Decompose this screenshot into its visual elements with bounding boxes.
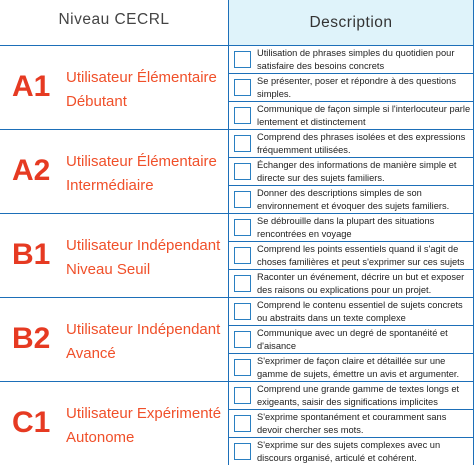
description-row — [229, 241, 473, 269]
level-b1 — [0, 213, 228, 298]
description-row — [229, 213, 473, 241]
description-row — [229, 157, 473, 185]
description-text: Se présenter, poser et répondre à des questions simples. — [257, 76, 456, 99]
level-code: C1 — [12, 406, 51, 439]
description-text: Donner des descriptions simples de son environnement et évoquer des sujets familiers. — [257, 188, 450, 211]
level-a1 — [0, 45, 228, 130]
description-text: S'exprimer de façon claire et détaillée sur une gamme de sujets, émettre un avis et argumenter. — [257, 356, 460, 379]
description-text: Comprend des phrases isolées et des expressions fréquemment utilisées. — [257, 132, 466, 155]
level-b2 — [0, 297, 228, 382]
checkbox[interactable] — [234, 443, 251, 460]
description-row — [229, 129, 473, 157]
level-code: A1 — [12, 70, 51, 103]
checkbox[interactable] — [234, 79, 251, 96]
checkbox[interactable] — [234, 247, 251, 264]
description-text: S'exprime sur des sujets complexes avec un discours organisé, articulé et cohérent. — [257, 440, 441, 463]
level-code: B2 — [12, 322, 51, 355]
checkbox[interactable] — [234, 359, 251, 376]
level-code: B1 — [12, 238, 51, 271]
level-column-header: Niveau CECRL — [58, 11, 170, 28]
description-text: Se débrouille dans la plupart des situations rencontrées en voyage — [257, 216, 435, 239]
checkbox[interactable] — [234, 387, 251, 404]
description-row — [229, 409, 473, 437]
description-text: Comprend le contenu essentiel de sujets concrets ou abstraits dans un texte complexe — [257, 300, 463, 323]
description-row — [229, 325, 473, 353]
checkbox[interactable] — [234, 135, 251, 152]
description-text: Communique avec un degré de spontanéité et d'aisance — [257, 328, 448, 351]
level-title: Utilisateur Indépendant Niveau Seuil — [66, 237, 221, 278]
description-row — [229, 101, 473, 129]
description-text: Communique de façon simple si l'interlocuteur parle lentement et distinctement — [257, 104, 471, 127]
description-text: Raconter un événement, décrire un but et exposer des raisons ou explications pour un projet. — [257, 272, 465, 295]
description-text: Échanger des informations de manière simple et directe sur des sujets familiers. — [257, 160, 457, 183]
checkbox[interactable] — [234, 163, 251, 180]
level-title: Utilisateur Expérimenté Autonome — [66, 405, 222, 446]
description-row — [229, 297, 473, 325]
description-column-header: Description — [228, 0, 474, 45]
level-title: Utilisateur Élémentaire Intermédiaire — [66, 153, 217, 194]
level-code: A2 — [12, 154, 51, 187]
description-text: Utilisation de phrases simples du quotidien pour satisfaire des besoins concrets — [257, 48, 455, 71]
description-row — [229, 381, 473, 409]
checkbox[interactable] — [234, 219, 251, 236]
description-row — [229, 73, 473, 101]
checkbox[interactable] — [234, 191, 251, 208]
checkbox[interactable] — [234, 331, 251, 348]
checkbox[interactable] — [234, 51, 251, 68]
descriptions-column — [228, 45, 474, 465]
description-row — [229, 269, 473, 297]
description-row — [229, 353, 473, 381]
checkbox[interactable] — [234, 107, 251, 124]
checkbox[interactable] — [234, 303, 251, 320]
checkbox[interactable] — [234, 275, 251, 292]
description-row — [229, 45, 473, 73]
checkbox[interactable] — [234, 415, 251, 432]
level-title: Utilisateur Indépendant Avancé — [66, 321, 221, 362]
level-c1 — [0, 381, 228, 465]
level-a2 — [0, 129, 228, 214]
description-text: S'exprime spontanément et couramment sans devoir chercher ses mots. — [257, 412, 447, 435]
level-title: Utilisateur Élémentaire Débutant — [66, 69, 217, 110]
description-text: Comprend une grande gamme de textes longs et exigeants, saisir des significations implicites — [257, 384, 460, 407]
description-text: Comprend les points essentiels quand il s'agit de choses familières et peut s'exprimer sur ces sujets — [257, 244, 465, 267]
description-row — [229, 185, 473, 213]
description-row — [229, 437, 473, 465]
